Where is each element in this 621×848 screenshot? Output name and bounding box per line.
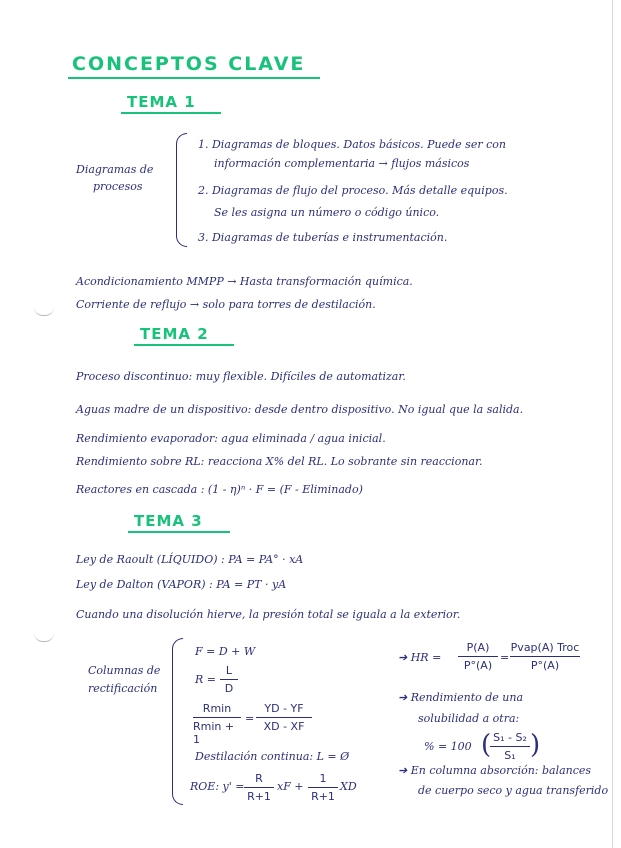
column-label: rectificación xyxy=(88,682,158,695)
equation: ROE: y' = xyxy=(190,780,245,793)
note-line: solubilidad a otra: xyxy=(418,712,520,725)
fraction xyxy=(458,641,498,672)
fraction xyxy=(193,702,241,746)
list-item: 2. Diagramas de flujo del proceso. Más detalle equipos. xyxy=(198,184,508,197)
numerator: YD - YF xyxy=(264,702,304,715)
denominator: D xyxy=(224,682,234,695)
note-line: Cuando una disolución hierve, la presión total se iguala a la exterior. xyxy=(76,608,461,621)
denominator: XD - XF xyxy=(263,720,305,733)
denominator: Rmin + 1 xyxy=(193,720,235,746)
page-edge xyxy=(612,0,613,848)
paren-left: ( xyxy=(481,730,492,760)
note-line: ➔ En columna absorción: balances xyxy=(398,764,592,777)
equals-sign: = xyxy=(500,651,510,664)
equation: XD xyxy=(340,780,357,793)
fraction-bar xyxy=(193,717,241,718)
fraction-bar xyxy=(256,717,312,718)
numerator: P(A) xyxy=(466,641,490,654)
page-title: CONCEPTOS CLAVE xyxy=(72,53,306,75)
tema3-heading: TEMA 3 xyxy=(134,512,203,530)
list-item: 3. Diagramas de tuberías e instrumentación. xyxy=(198,231,448,244)
equation: xF + xyxy=(277,780,304,793)
note-line: Ley de Dalton (VAPOR) : PA = PT · yA xyxy=(76,578,287,591)
punch-hole-mark xyxy=(34,307,54,316)
punch-hole-mark xyxy=(34,633,54,642)
fraction xyxy=(256,702,312,733)
numerator: S₁ - S₂ xyxy=(493,731,527,744)
equation: Destilación continua: L = Ø xyxy=(195,750,350,763)
tema1-heading: TEMA 1 xyxy=(127,93,196,111)
note-line: Rendimiento sobre RL: reacciona X% del RL. Lo sobrante sin reaccionar. xyxy=(76,455,483,468)
diagram-label: Diagramas de xyxy=(76,163,154,176)
fraction xyxy=(308,772,338,803)
fraction-bar xyxy=(458,656,498,657)
list-item: Se les asigna un número o código único. xyxy=(214,206,440,219)
list-item: 1. Diagramas de bloques. Datos básicos. Puede ser con xyxy=(198,138,506,151)
tema1-underline xyxy=(121,112,221,114)
tema2-heading: TEMA 2 xyxy=(140,325,209,343)
denominator: S₁ xyxy=(504,749,516,762)
denominator: P°(A) xyxy=(530,659,560,672)
note-line: Reactores en cascada : (1 - η)ⁿ · F = (F - Eliminado) xyxy=(76,483,363,496)
tema3-underline xyxy=(128,531,230,533)
numerator: 1 xyxy=(319,772,327,785)
paren-right: ) xyxy=(530,730,541,760)
note-line: ➔ Rendimiento de una xyxy=(398,691,524,704)
note-line: de cuerpo seco y agua transferido xyxy=(418,784,609,797)
tema2-underline xyxy=(134,344,234,346)
equation: % = 100 xyxy=(424,740,472,753)
equation: F = D + W xyxy=(195,645,256,658)
fraction xyxy=(220,664,238,695)
fraction-bar xyxy=(220,679,238,680)
denominator: R+1 xyxy=(311,790,335,803)
title-underline xyxy=(68,77,320,79)
note-line: Corriente de reflujo → solo para torres de destilación. xyxy=(76,298,376,311)
equation: R = xyxy=(195,673,216,686)
numerator: R xyxy=(255,772,263,785)
note-line: Rendimiento evaporador: agua eliminada / agua inicial. xyxy=(76,432,386,445)
numerator: Pvap(A) Troc xyxy=(510,641,580,654)
note-line: Acondicionamiento MMPP → Hasta transformación química. xyxy=(76,275,413,288)
brace xyxy=(176,133,187,247)
note-line: Ley de Raoult (LÍQUIDO) : PA = PA° · xA xyxy=(76,553,304,566)
fraction-bar xyxy=(244,787,274,788)
denominator: R+1 xyxy=(247,790,271,803)
fraction xyxy=(244,772,274,803)
diagram-label: procesos xyxy=(93,180,143,193)
note-line: Aguas madre de un dispositivo: desde dentro dispositivo. No igual que la salida. xyxy=(76,403,524,416)
fraction-bar xyxy=(308,787,338,788)
numerator: L xyxy=(225,664,233,677)
list-item: información complementaria → flujos másicos xyxy=(214,157,470,170)
fraction-bar xyxy=(490,746,530,747)
column-label: Columnas de xyxy=(88,664,161,677)
fraction xyxy=(510,641,580,672)
fraction xyxy=(490,731,530,762)
equation: ➔ HR = xyxy=(398,651,442,664)
numerator: Rmin xyxy=(202,702,232,715)
brace xyxy=(172,638,183,805)
note-line: Proceso discontinuo: muy flexible. Difíciles de automatizar. xyxy=(76,370,406,383)
equals-sign: = xyxy=(245,712,255,725)
denominator: P°(A) xyxy=(463,659,493,672)
fraction-bar xyxy=(510,656,580,657)
